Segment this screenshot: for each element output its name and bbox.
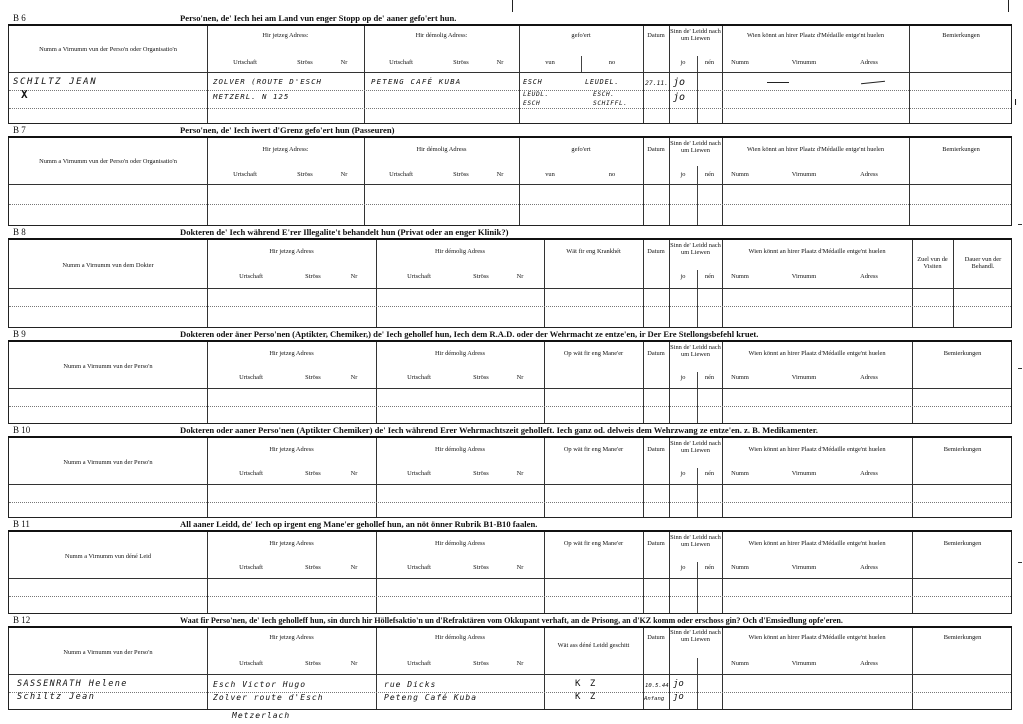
section-b7-title — [8, 124, 1012, 138]
section-code: B 12 — [13, 615, 31, 625]
header-stross: Ströss — [305, 374, 321, 381]
header-sinn: Sinn de' Leidd nach um Liewen — [670, 344, 721, 358]
header-wat-ass: Wät ass déné Leidd geschitt — [557, 642, 630, 649]
header-gefoert: gefo'ert — [571, 32, 591, 39]
section-b9-title — [8, 328, 1012, 342]
header-jetzeg: Hir jetzeg Adress — [269, 634, 314, 641]
header-stross: Ströss — [297, 59, 313, 66]
header-bemierkungen: Bemierkungen — [942, 146, 980, 153]
header-demolig: Hir démolig Adress: — [415, 32, 468, 39]
header-sinn: Sinn de' Leidd nach um Liewen — [670, 440, 721, 454]
b12-row1-geschitt: K Z — [575, 679, 598, 689]
section-title: Perso'nen, de' Iech iwert d'Grenz gefo'ert hun (Passeuren) — [180, 125, 395, 135]
header-numm: Numm a Virnumm vun der Perso'n oder Organisatio'n — [39, 158, 177, 165]
section-code: B 9 — [13, 329, 26, 339]
header-jo: jo — [680, 470, 686, 477]
header-adress: Adress — [860, 470, 878, 477]
header-nr: Nr — [350, 374, 358, 381]
header-wien: Wien könnt an hirer Plaatz d'Médaille entge'nt huelen — [746, 32, 885, 39]
header-op-wat: Op wät fir eng Mane'er — [563, 540, 624, 547]
header-sinn: Sinn de' Leidd nach um Liewen — [670, 140, 721, 154]
header-virnumm: Virnumm — [791, 171, 817, 178]
header-urtschaft: Urtschaft — [407, 660, 431, 667]
section-code: B 11 — [13, 519, 30, 529]
header-numm-col: Numm — [731, 660, 749, 667]
header-virnumm: Virnumm — [791, 59, 817, 66]
header-jetzeg: Hir jetzeg Adress — [269, 350, 314, 357]
header-numm: Numm a Virnumm vun der Perso'n — [63, 363, 153, 370]
header-jo: jo — [680, 171, 686, 178]
section-b12-title — [8, 614, 1012, 628]
header-krankheet: Wät fir eng Krankhét — [566, 248, 621, 255]
header-jetzeg: Hir jetzeg Adress — [269, 446, 314, 453]
entry-vun-2: LEUDL. — [523, 91, 549, 98]
header-sinn: Sinn de' Leidd nach um Liewen — [670, 242, 721, 256]
header-wien: Wien könnt an hirer Plaatz d'Médaille entge'nt huelen — [746, 146, 885, 153]
header-virnumm: Virnumm — [791, 374, 817, 381]
header-numm-col: Numm — [731, 564, 749, 571]
section-title: Dokteren de' Iech während E'rer Illegalite't behandelt hun (Privat oder an enger Klinik?) — [180, 227, 509, 237]
section-title: Waat fir Perso'nen, de' Iech geholleff hun, sin durch hir Höllefsaktio'n un d'Refraktären vom Okkupant verhaft, an de Prisong, an d'KZ komm oder erschoss gin? Och d'Emsiedlung opfe'eren. — [180, 616, 843, 625]
section-b12-table — [8, 628, 1012, 710]
header-jo: jo — [680, 374, 686, 381]
header-wien: Wien könnt an hirer Plaatz d'Médaille entge'nt huelen — [748, 446, 886, 453]
header-no: no — [608, 59, 616, 66]
header-wien: Wien könnt an hirer Plaatz d'Médaille entge'nt huelen — [748, 248, 886, 255]
header-urtschaft: Urtschaft — [239, 470, 263, 477]
header-no: no — [608, 171, 616, 178]
header-urtschaft: Urtschaft — [233, 59, 257, 66]
header-datum: Datum — [647, 248, 665, 255]
header-nr: Nr — [350, 660, 358, 667]
header-numm: Numm a Virnumm vun déné Leid — [64, 553, 152, 560]
header-bemierkungen: Bemierkungen — [943, 634, 982, 641]
b12-row1-jo: jo — [673, 679, 684, 689]
header-urtschaft: Urtschaft — [239, 564, 263, 571]
entry-jo-2: jo — [673, 92, 686, 103]
b12-row1-demolig: rue Dicks — [384, 680, 437, 689]
header-stross: Ströss — [305, 660, 321, 667]
header-stross: Ströss — [473, 470, 489, 477]
header-nen: nén — [704, 171, 715, 178]
header-urtschaft: Urtschaft — [407, 470, 431, 477]
header-vun: vun — [545, 171, 555, 178]
entry-name: SCHILTZ JEAN — [13, 77, 98, 87]
header-adress: Adress — [860, 564, 878, 571]
section-title: Perso'nen, de' Iech hei am Land vun enger Stopp op de' aaner gefo'ert hun. — [180, 13, 457, 23]
header-stross: Ströss — [473, 564, 489, 571]
header-jo: jo — [680, 273, 686, 280]
header-adress: Adress — [860, 171, 878, 178]
header-sinn: Sinn de' Leidd nach um Liewen — [670, 629, 721, 643]
header-stross: Ströss — [305, 470, 321, 477]
header-dauer-behandl: Dauer vun der Behandl. — [964, 256, 1002, 270]
entry-demolig: PETENG CAFÉ KUBA — [371, 77, 462, 86]
header-nr: Nr — [340, 171, 348, 178]
header-adress: Adress — [860, 374, 878, 381]
header-numm-col: Numm — [731, 273, 749, 280]
header-nr: Nr — [350, 273, 358, 280]
header-virnumm: Virnumm — [791, 273, 817, 280]
header-stross: Ströss — [453, 171, 469, 178]
header-datum: Datum — [647, 446, 665, 453]
header-jo: jo — [680, 564, 686, 571]
header-urtschaft: Urtschaft — [239, 273, 263, 280]
header-nen: nén — [704, 273, 715, 280]
b12-row2-datum: Anfang — [644, 696, 665, 702]
header-stross: Ströss — [473, 660, 489, 667]
entry-vun-1: ESCH — [523, 78, 543, 86]
b12-row2-geschitt: K Z — [575, 692, 598, 702]
header-nen: nén — [704, 470, 715, 477]
section-b11-table — [8, 532, 1012, 614]
header-demolig: Hir démolig Adress — [434, 350, 486, 357]
header-nen: nén — [704, 564, 715, 571]
section-b8-table — [8, 240, 1012, 328]
header-sinn: Sinn de' Leidd nach um Liewen — [670, 28, 721, 42]
header-datum: Datum — [647, 634, 665, 641]
entry-datum: 27.11. — [645, 79, 669, 87]
header-nr: Nr — [350, 470, 358, 477]
section-b6-table — [8, 26, 1012, 124]
header-demolig: Hir démolig Adress — [416, 146, 467, 153]
header-zuel-visiten: Zuel vun de Visiten — [917, 256, 948, 270]
section-b9-table — [8, 342, 1012, 424]
header-op-wat: Op wät fir eng Mane'er — [563, 446, 624, 453]
header-urtschaft: Urtschaft — [233, 171, 257, 178]
section-b11-title — [8, 518, 1012, 532]
section-title: All aaner Leidd, de' Iech op irgent eng Mane'er gehollef hun, an nöt önner Rubrik B1-B10 faalen. — [180, 519, 538, 529]
header-nr: Nr — [516, 470, 524, 477]
b12-row2-jo: jo — [673, 692, 684, 702]
section-b10-table — [8, 438, 1012, 518]
header-virnumm: Virnumm — [791, 660, 817, 667]
section-b8-title — [8, 226, 1012, 240]
b12-row2-jetzeg: Zolver route d'Esch — [213, 693, 324, 702]
b12-extra-note: Metzerlach — [232, 711, 291, 720]
header-nr: Nr — [516, 564, 524, 571]
header-bemierkungen: Bemierkungen — [943, 540, 982, 547]
header-numm-col: Numm — [731, 374, 749, 381]
b12-row1-datum: 10.5.44 — [645, 683, 669, 689]
header-numm: Numm a Virnumm vun der Perso'n — [63, 649, 153, 656]
header-urtschaft: Urtschaft — [407, 374, 431, 381]
entry-no-2: ESCH. — [593, 91, 615, 98]
section-code: B 6 — [13, 13, 26, 23]
section-title: Dokteren oder aaner Perso'nen (Aptikter Chemiker) de' Iech während Erer Wehrmachtszeit geholleft. Iech ganz od. delweis dem Wehrzwang ze entze'en. z. B. Medikamenter. — [180, 425, 818, 435]
b12-row2-name: Schiltz Jean — [17, 692, 96, 702]
header-urtschaft: Urtschaft — [407, 564, 431, 571]
header-demolig: Hir démolig Adress — [434, 446, 486, 453]
header-adress: Adress — [860, 59, 878, 66]
header-nr: Nr — [516, 273, 524, 280]
header-adress: Adress — [860, 273, 878, 280]
header-datum: Datum — [647, 540, 665, 547]
header-wien: Wien könnt an hirer Plaatz d'Médaille entge'nt huelen — [748, 540, 886, 547]
header-jetzeg: Hir jetzeg Adress — [269, 248, 314, 255]
header-urtschaft: Urtschaft — [407, 273, 431, 280]
header-urtschaft: Urtschaft — [389, 171, 413, 178]
header-stross: Ströss — [473, 273, 489, 280]
header-numm-col: Numm — [731, 171, 749, 178]
header-numm: Numm a Virnumm vun der Perso'n — [63, 459, 153, 466]
header-vun: vun — [545, 59, 555, 66]
entry-no-1: LEUDEL. — [585, 78, 620, 86]
entry-cross: X — [21, 88, 30, 101]
header-stross: Ströss — [297, 171, 313, 178]
header-nen: nén — [704, 59, 715, 66]
b12-row2-demolig: Peteng Café Kuba — [384, 693, 478, 702]
entry-vun-3: ESCH — [523, 100, 541, 107]
header-stross: Ströss — [305, 273, 321, 280]
header-datum: Datum — [647, 32, 665, 39]
header-wien: Wien könnt an hirer Plaatz d'Médaille entge'nt huelen — [748, 634, 886, 641]
section-b7-table — [8, 138, 1012, 226]
header-demolig: Hir démolig Adress — [434, 540, 486, 547]
section-code: B 7 — [13, 125, 26, 135]
section-b10-title — [8, 424, 1012, 438]
header-sinn: Sinn de' Leidd nach um Liewen — [670, 534, 721, 548]
header-stross: Ströss — [473, 374, 489, 381]
header-urtschaft: Urtschaft — [239, 374, 263, 381]
header-bemierkungen: Bemierkungen — [942, 32, 980, 39]
header-urtschaft: Urtschaft — [389, 59, 413, 66]
header-datum: Datum — [647, 146, 665, 153]
header-bemierkungen: Bemierkungen — [943, 350, 982, 357]
header-virnumm: Virnumm — [791, 564, 817, 571]
section-code: B 10 — [13, 425, 31, 435]
b12-row1-jetzeg: Esch Victor Hugo — [213, 680, 307, 689]
header-virnumm: Virnumm — [791, 470, 817, 477]
header-adress: Adress — [860, 660, 878, 667]
header-numm-col: Numm — [731, 470, 749, 477]
header-nr: Nr — [350, 564, 358, 571]
header-numm-col: Numm — [731, 59, 749, 66]
header-nr: Nr — [516, 374, 524, 381]
header-wien: Wien könnt an hirer Plaatz d'Médaille entge'nt huelen — [748, 350, 886, 357]
header-gefoert: gefo'ert — [571, 146, 591, 153]
section-b6-title — [8, 12, 1012, 26]
header-nr: Nr — [496, 59, 504, 66]
b12-row1-name: SASSENRATH Helene — [17, 679, 128, 689]
header-numm: Numm a Virnumm vun dem Dokter — [62, 262, 154, 269]
section-code: B 8 — [13, 227, 26, 237]
section-title: Dokteren oder äner Perso'nen (Aptikter, Chemiker,) de' Iech gehollef hun, Iech dem R.A.D. oder der Wehrmacht ze entze'en, ir Der Ere Stellongsbefehl kruet. — [180, 329, 759, 339]
header-nen: nén — [704, 374, 715, 381]
entry-jetzeg-2: METZERL. N 125 — [213, 92, 290, 101]
entry-no-3: SCHIFFL. — [593, 100, 628, 107]
header-jetzeg: Hir jetzeg Adress: — [262, 146, 309, 153]
margin-mark: ı — [1014, 95, 1018, 108]
header-op-wat: Op wät fir eng Mane'er — [563, 350, 624, 357]
header-nr: Nr — [516, 660, 524, 667]
entry-jetzeg-1: ZOLVER (ROUTE D'ESCH — [213, 77, 322, 86]
header-nr: Nr — [340, 59, 348, 66]
header-numm: Numm a Virnumm vun der Perso'n oder Organisatio'n — [39, 46, 177, 53]
header-jetzeg: Hir jetzeg Adress: — [262, 32, 309, 39]
header-bemierkungen: Bemierkungen — [943, 446, 982, 453]
header-urtschaft: Urtschaft — [239, 660, 263, 667]
header-nr: Nr — [496, 171, 504, 178]
header-stross: Ströss — [453, 59, 469, 66]
header-jetzeg: Hir jetzeg Adress — [269, 540, 314, 547]
header-stross: Ströss — [305, 564, 321, 571]
header-demolig: Hir démolig Adress — [434, 248, 486, 255]
header-jo: jo — [680, 59, 686, 66]
header-datum: Datum — [647, 350, 665, 357]
header-demolig: Hir démolig Adress — [434, 634, 486, 641]
entry-jo-1: jo — [673, 77, 686, 88]
